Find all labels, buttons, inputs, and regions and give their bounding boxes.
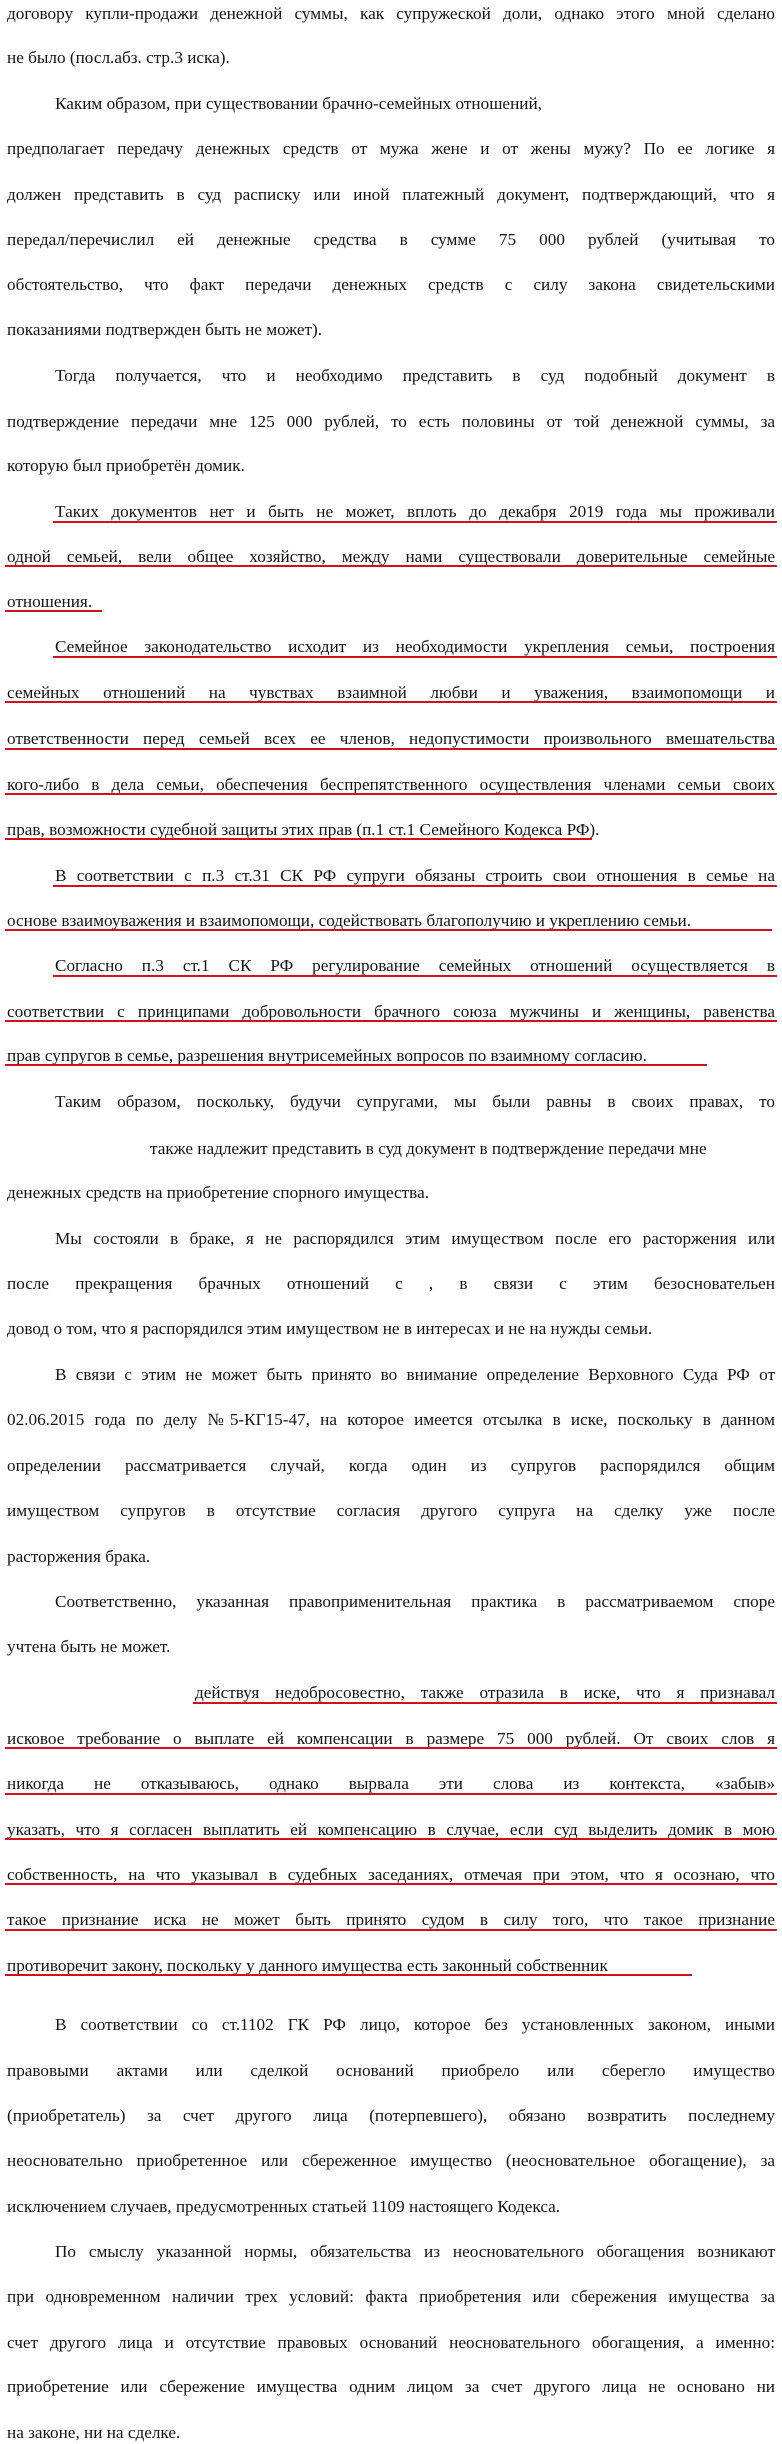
text-line: 02.06.2015 года по делу №5-КГ15-47, на которое имеется отсылка в иске, поскольку в данном — [7, 1410, 775, 1430]
underlined-text-line: прав, возможности судебной защиты этих прав (п.1 ст.1 Семейного Кодекса РФ). — [7, 818, 590, 841]
text-line: на законе, ни на сделке. — [7, 2422, 181, 2442]
underlined-text-line: одной семьей, вели общее хозяйство, между нами существовали доверительные семейные — [7, 545, 775, 568]
text-line: определении рассматривается случай, когда один из супругов распорядился общим — [7, 1455, 775, 1475]
text-line: Соответственно, указанная правоприменительная практика в рассматриваемом споре — [55, 1591, 775, 1611]
underlined-text-line: семейных отношений на чувствах взаимной любви и уважения, взаимопомощи и — [7, 681, 775, 704]
underlined-text-line: собственность, на что указывал в судебных заседаниях, отмечая при этом, что я осознаю, что — [7, 1863, 775, 1886]
text-line: которую был приобретён домик. — [7, 455, 245, 475]
underlined-text-line: ответственности перед семьей всех ее членов, недопустимости произвольного вмешательства — [7, 727, 775, 750]
text-line: расторжения брака. — [7, 1547, 151, 1567]
text-line: показаниями подтвержден быть не может). — [7, 319, 323, 339]
text-line: не было (посл.абз. стр.3 иска). — [7, 48, 230, 68]
text-line: передал/перечислил ей денежные средства в сумме 75 000 рублей (учитывая то — [7, 229, 775, 249]
underlined-text-line: Таких документов нет и быть не может, вплоть до декабря 2019 года мы проживали — [55, 500, 775, 523]
text-line: после прекращения брачных отношений с , в связи с этим безосновательен — [7, 1273, 775, 1293]
text-line: Тогда получается, что и необходимо представить в суд подобный документ в — [55, 366, 775, 386]
underlined-text-line: такое признание иска не может быть принято судом в силу того, что такое признание — [7, 1908, 775, 1931]
underlined-text-line: Семейное законодательство исходит из необходимости укрепления семьи, построения — [55, 635, 775, 658]
text-line: (приобретатель) за счет другого лица (потерпевшего), обязано возвратить последнему — [7, 2105, 775, 2125]
underlined-text-line: никогда не отказываюсь, однако вырвала эти слова из контекста, «забыв» — [7, 1772, 775, 1795]
text-line: обстоятельство, что факт передачи денежных средств с силу закона свидетельскими — [7, 275, 775, 295]
text-line: довод о том, что я распорядился этим имуществом не в интересах и не на нужды семьи. — [7, 1319, 653, 1339]
text-line: правовыми актами или сделкой оснований приобрело или сберегло имущество — [7, 2060, 775, 2080]
text-line: неосновательно приобретенное или сбереженное имущество (неосновательное обогащение), за — [7, 2151, 775, 2171]
text-line: предполагает передачу денежных средств от мужа жене и от жены мужу? По ее логике я — [7, 139, 775, 159]
underlined-text-line: исковое требование о выплате ей компенсации в размере 75 000 рублей. От своих слов я — [7, 1727, 775, 1750]
text-line: счет другого лица и отсутствие правовых оснований неосновательного обогащения, а именно: — [7, 2332, 775, 2352]
underlined-text-line: отношения. — [7, 590, 100, 613]
underlined-text-line: кого-либо в дела семьи, обеспечения беспрепятственного осуществления членами семьи своих — [7, 773, 775, 796]
text-line: также надлежит представить в суд документ в подтверждение передачи мне — [150, 1138, 707, 1158]
underlined-text-line: Согласно п.3 ст.1 СК РФ регулирование семейных отношений осуществляется в — [55, 954, 775, 977]
text-line: денежных средств на приобретение спорного имущества. — [7, 1183, 429, 1203]
text-line: Каким образом, при существовании брачно-семейных отношений, — [55, 93, 542, 113]
text-line: исключением случаев, предусмотренных статьей 1109 настоящего Кодекса. — [7, 2196, 561, 2216]
text-line: приобретение или сбережение имущества одним лицом за счет другого лица не основано ни — [7, 2377, 775, 2397]
text-line: В соответствии со ст.1102 ГК РФ лицо, которое без установленных законом, иными — [55, 2015, 775, 2035]
underlined-text-line: прав супругов в семье, разрешения внутрисемейных вопросов по взаимному согласию. — [7, 1044, 705, 1067]
underlined-text-line: указать, что я согласен выплатить ей компенсацию в случае, если суд выделить домик в мою — [7, 1818, 775, 1841]
text-line: должен представить в суд расписку или иной платежный документ, подтверждающий, что я — [7, 184, 775, 204]
text-line: Мы состояли в браке, я не распорядился этим имуществом после его расторжения или — [55, 1228, 775, 1248]
underlined-text-line: В соответствии с п.3 ст.31 СК РФ супруги обязаны строить свои отношения в семье на — [55, 864, 775, 887]
text-line: В связи с этим не может быть принято во внимание определение Верховного Суда РФ от — [55, 1364, 775, 1384]
underlined-text-line: противоречит закону, поскольку у данного имущества есть законный собственник — [7, 1954, 690, 1977]
underlined-text-line: действуя недобросовестно, также отразила в иске, что я признавал — [195, 1681, 775, 1704]
underlined-text-line: соответствии с принципами добровольности брачного союза мужчины и женщины, равенства — [7, 1000, 775, 1023]
text-line: Таким образом, поскольку, будучи супругами, мы были равны в своих правах, то — [55, 1092, 775, 1112]
text-line: имуществом супругов в отсутствие согласия другого супруга на сделку уже после — [7, 1500, 775, 1520]
text-line: договору купли-продажи денежной суммы, как супружеской доли, однако этого мной сделано — [7, 4, 775, 23]
text-line: По смыслу указанной нормы, обязательства из неосновательного обогащения возникают — [55, 2242, 775, 2262]
text-line: подтверждение передачи мне 125 000 рублей, то есть половины от той денежной суммы, за — [7, 411, 775, 431]
underlined-text-line: основе взаимоуважения и взаимопомощи, содействовать благополучию и укреплению семьи. — [7, 909, 770, 932]
text-line: учтена быть не может. — [7, 1637, 171, 1657]
text-line: при одновременном наличии трех условий: факта приобретения или сбережения имущества за — [7, 2286, 775, 2306]
